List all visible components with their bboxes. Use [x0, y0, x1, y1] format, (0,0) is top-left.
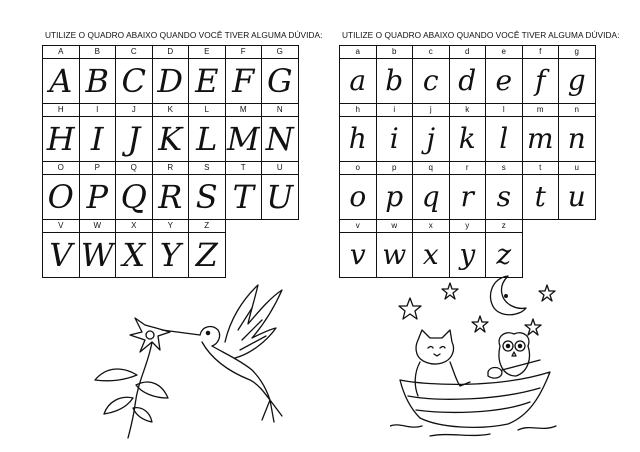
cursive-letter: t: [534, 180, 546, 213]
letter-cell: [261, 45, 299, 104]
letter-label: y: [450, 220, 486, 233]
letter-label: Z: [189, 220, 225, 233]
letter-label: Q: [116, 162, 152, 175]
letter-label: e: [486, 46, 522, 59]
letter-cell: [522, 103, 560, 162]
moon-eye: [505, 295, 508, 298]
letter-label: G: [262, 46, 298, 59]
cursive-letter: T: [232, 178, 254, 216]
letter-label: H: [43, 104, 79, 117]
letter-label: k: [450, 104, 486, 117]
leaf: [136, 382, 168, 398]
letter-cell: [79, 219, 117, 278]
cursive-letter: Q: [120, 178, 147, 216]
letter-label: F: [226, 46, 262, 59]
cursive-letter: b: [385, 64, 404, 97]
owl-pupil: [506, 344, 509, 347]
cursive-letter: R: [158, 178, 183, 216]
cursive-letter: n: [567, 122, 586, 155]
letter-label: C: [116, 46, 152, 59]
cursive-letter: u: [567, 180, 586, 213]
letter-label: r: [450, 162, 486, 175]
moon-icon: [490, 276, 526, 315]
letter-cell: [42, 103, 80, 162]
cursive-letter: J: [127, 120, 141, 158]
letter-label: n: [559, 104, 595, 117]
cursive-letter: h: [348, 122, 367, 155]
cursive-letter: w: [382, 238, 407, 271]
letter-label: R: [153, 162, 189, 175]
letter-cell: [152, 45, 190, 104]
cursive-letter: p: [385, 180, 404, 213]
letter-label: u: [559, 162, 595, 175]
cursive-letter: N: [265, 120, 294, 158]
cursive-letter: Y: [159, 236, 181, 274]
grid-row: [42, 45, 308, 103]
letter-cell: [188, 219, 226, 278]
letter-cell: [558, 161, 596, 220]
letter-cell: [115, 45, 153, 104]
letter-cell: [485, 161, 523, 220]
cursive-letter: s: [496, 180, 511, 213]
hummingbird-body: [202, 342, 270, 400]
letter-label: g: [559, 46, 595, 59]
letter-cell: [79, 103, 117, 162]
letter-cell: [339, 45, 377, 104]
cursive-letter: r: [460, 180, 474, 213]
letter-cell: [522, 45, 560, 104]
letter-label: I: [80, 104, 116, 117]
letter-label: J: [116, 104, 152, 117]
letter-label: L: [189, 104, 225, 117]
letter-label: z: [486, 220, 522, 233]
letter-cell: [522, 161, 560, 220]
grid-row: [339, 103, 605, 161]
letter-label: B: [80, 46, 116, 59]
letter-label: O: [43, 162, 79, 175]
letter-cell: [115, 161, 153, 220]
letter-label: V: [43, 220, 79, 233]
leaf: [133, 408, 152, 422]
letter-label: P: [80, 162, 116, 175]
letter-label: c: [413, 46, 449, 59]
letter-label: X: [116, 220, 152, 233]
letter-label: b: [377, 46, 413, 59]
letter-cell: [449, 103, 487, 162]
cursive-letter: y: [459, 238, 476, 271]
letter-cell: [188, 45, 226, 104]
letter-cell: [225, 103, 263, 162]
owl-pupil: [518, 344, 521, 347]
lower-alphabet-title: UTILIZE O QUADRO ABAIXO QUANDO VOCÊ TIVER ALGUMA DÚVIDA:: [342, 30, 620, 40]
letter-cell: [449, 45, 487, 104]
letter-cell: [412, 103, 450, 162]
letter-label: Y: [153, 220, 189, 233]
cursive-letter: S: [195, 178, 218, 216]
cat-face: [428, 347, 445, 357]
letter-label: q: [413, 162, 449, 175]
cursive-letter: f: [535, 64, 546, 97]
cursive-letter: e: [495, 64, 513, 97]
letter-label: p: [377, 162, 413, 175]
letter-label: i: [377, 104, 413, 117]
star-icon: [399, 298, 421, 319]
cat-head: [416, 330, 454, 364]
letter-label: l: [486, 104, 522, 117]
letter-label: E: [189, 46, 225, 59]
letter-cell: [225, 161, 263, 220]
cursive-letter: k: [458, 122, 476, 155]
letter-cell: [261, 103, 299, 162]
letter-cell: [485, 45, 523, 104]
letter-label: K: [153, 104, 189, 117]
cursive-letter: m: [526, 122, 554, 155]
letter-label: x: [413, 220, 449, 233]
letter-cell: [42, 219, 80, 278]
letter-label: v: [340, 220, 376, 233]
cursive-letter: Z: [195, 236, 218, 274]
letter-label: a: [340, 46, 376, 59]
cursive-letter: U: [266, 178, 294, 216]
hummingbird-flower-illustration: [90, 280, 320, 440]
letter-cell: [376, 45, 414, 104]
cursive-letter: H: [46, 120, 75, 158]
letter-cell: [261, 161, 299, 220]
hummingbird-tail: [262, 400, 282, 422]
cursive-letter: G: [266, 62, 293, 100]
cursive-letter: l: [499, 122, 509, 155]
grid-row: [339, 45, 605, 103]
cursive-letter: x: [422, 238, 439, 271]
letter-cell: [558, 103, 596, 162]
letter-cell: [42, 161, 80, 220]
letter-label: o: [340, 162, 376, 175]
letter-cell: [152, 219, 190, 278]
letter-label: W: [80, 220, 116, 233]
cursive-letter: d: [458, 64, 477, 97]
letter-cell: [412, 45, 450, 104]
letter-label: D: [153, 46, 189, 59]
boat-hull: [400, 372, 550, 427]
letter-cell: [339, 219, 377, 278]
cursive-letter: O: [47, 178, 74, 216]
letter-cell: [152, 161, 190, 220]
cursive-letter: V: [49, 236, 73, 274]
cursive-letter: L: [196, 120, 218, 158]
letter-label: j: [413, 104, 449, 117]
upper-alphabet-title: UTILIZE O QUADRO ABAIXO QUANDO VOCÊ TIVER ALGUMA DÚVIDA:: [45, 30, 323, 40]
letter-label: h: [340, 104, 376, 117]
letter-label: T: [226, 162, 262, 175]
cursive-letter: A: [49, 62, 73, 100]
letter-label: A: [43, 46, 79, 59]
flower-bloom: [130, 318, 170, 352]
cursive-letter: a: [349, 64, 367, 97]
letter-cell: [79, 161, 117, 220]
cursive-letter: P: [86, 178, 109, 216]
cursive-letter: F: [232, 62, 255, 100]
letter-cell: [42, 45, 80, 104]
letter-cell: [115, 103, 153, 162]
cursive-letter: g: [567, 64, 586, 97]
cursive-letter: M: [226, 120, 260, 158]
cursive-letter: j: [426, 122, 436, 155]
hummingbird-eye: [206, 331, 209, 334]
letter-label: d: [450, 46, 486, 59]
cursive-letter: C: [121, 62, 146, 100]
letter-label: S: [189, 162, 225, 175]
letter-cell: [115, 219, 153, 278]
star-icon: [539, 285, 555, 301]
cursive-letter: X: [122, 236, 146, 274]
letter-cell: [339, 161, 377, 220]
water-waves: [390, 425, 556, 436]
cursive-letter: i: [389, 122, 399, 155]
cursive-letter: q: [421, 180, 440, 213]
leaf: [104, 397, 133, 414]
cursive-letter: E: [195, 62, 219, 100]
grid-row: [42, 219, 308, 277]
boat-planks: [408, 388, 540, 412]
letter-label: w: [377, 220, 413, 233]
cursive-letter: v: [349, 238, 366, 271]
letter-cell: [376, 161, 414, 220]
letter-cell: [485, 103, 523, 162]
hummingbird-wing: [225, 285, 282, 358]
letter-label: t: [523, 162, 559, 175]
letter-label: f: [523, 46, 559, 59]
grid-row: [42, 161, 308, 219]
leaf: [95, 369, 137, 381]
grid-row: [339, 161, 605, 219]
cursive-letter: c: [422, 64, 439, 97]
letter-label: s: [486, 162, 522, 175]
star-icon: [525, 319, 541, 335]
letter-label: N: [262, 104, 298, 117]
cursive-letter: z: [496, 238, 512, 271]
letter-cell: [152, 103, 190, 162]
cursive-letter: W: [80, 236, 114, 274]
letter-cell: [188, 161, 226, 220]
flower-center: [146, 331, 154, 339]
uppercase-alphabet-grid: [42, 45, 308, 277]
letter-cell: [376, 103, 414, 162]
letter-label: M: [226, 104, 262, 117]
letter-cell: [412, 161, 450, 220]
letter-cell: [558, 45, 596, 104]
letter-label: U: [262, 162, 298, 175]
cursive-letter: D: [157, 62, 184, 100]
star-icon: [442, 283, 458, 299]
cursive-letter: B: [85, 62, 109, 100]
cat-body: [415, 362, 470, 396]
star-icon: [472, 316, 488, 332]
grid-row: [42, 103, 308, 161]
cursive-letter: I: [90, 120, 104, 158]
cursive-letter: K: [158, 120, 183, 158]
letter-cell: [449, 161, 487, 220]
lowercase-alphabet-grid: [339, 45, 605, 277]
letter-cell: [225, 45, 263, 104]
owl-beak: [512, 352, 516, 356]
letter-cell: [188, 103, 226, 162]
cursive-letter: o: [349, 180, 367, 213]
cat-owl-boat-illustration: [390, 268, 565, 443]
letter-cell: [339, 103, 377, 162]
letter-label: m: [523, 104, 559, 117]
letter-cell: [79, 45, 117, 104]
